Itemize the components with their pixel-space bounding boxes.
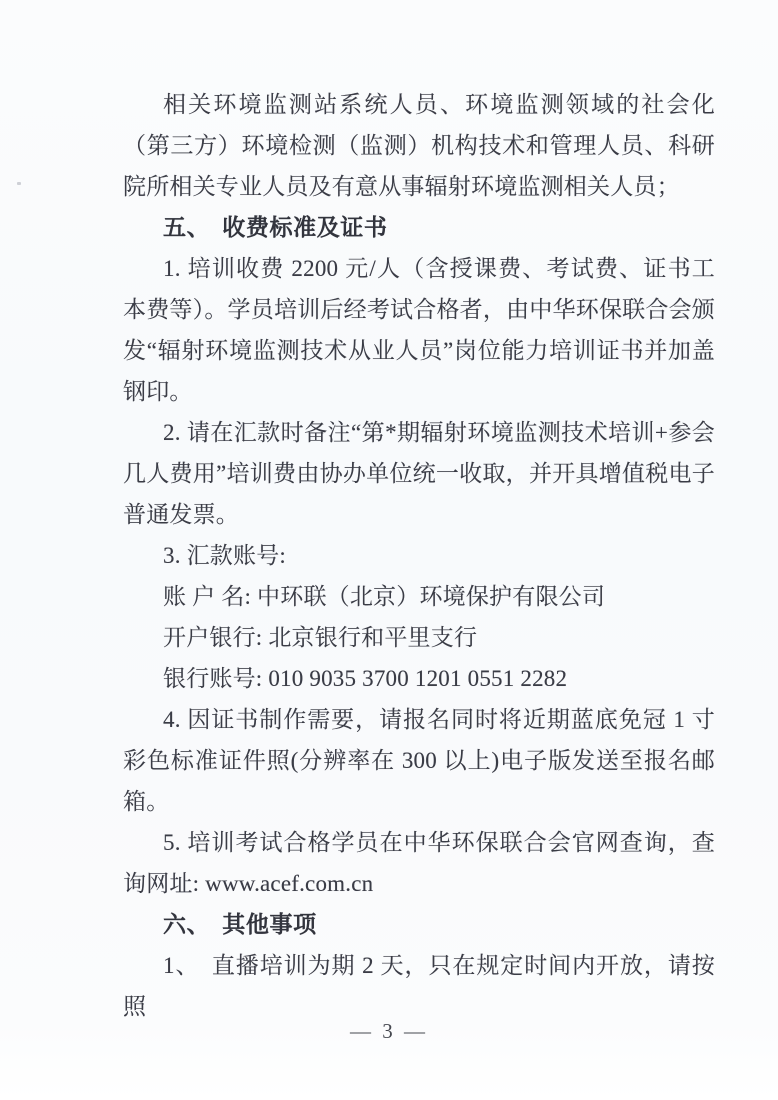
section-heading: 六、 其他事项 bbox=[163, 912, 317, 937]
scan-speck-artifact bbox=[17, 182, 21, 185]
page-number: — 3 — bbox=[350, 1019, 428, 1043]
paragraph: 账 户 名: 中环联（北京）环境保护有限公司 bbox=[163, 584, 606, 609]
paragraph: 相关环境监测站系统人员、环境监测领域的社会化（第三方）环境检测（监测）机构技术和管理人员、科研院所相关专业人员及有意从事辐射环境监测相关人员； bbox=[123, 92, 715, 199]
paragraph: 2. 请在汇款时备注“第*期辐射环境监测技术培训+参会几人费用”培训费由协办单位统一收取，并开具增值税电子普通发票。 bbox=[123, 420, 715, 527]
paragraph: 5. 培训考试合格学员在中华环保联合会官网查询，查询网址: www.acef.com.cn bbox=[123, 830, 715, 896]
paragraph: 1、 直播培训为期 2 天，只在规定时间内开放，请按照 bbox=[123, 953, 715, 1019]
document-body bbox=[123, 84, 715, 1027]
paragraph: 开户银行: 北京银行和平里支行 bbox=[163, 625, 478, 650]
section-heading: 五、 收费标准及证书 bbox=[163, 215, 388, 240]
paragraph: 4. 因证书制作需要，请报名同时将近期蓝底免冠 1 寸彩色标准证件照(分辨率在 300 以上)电子版发送至报名邮箱。 bbox=[123, 707, 715, 814]
paragraph: 3. 汇款账号: bbox=[163, 543, 286, 568]
paragraph: 1. 培训收费 2200 元/人（含授课费、考试费、证书工本费等）。学员培训后经考试合格者，由中华环保联合会颁发“辐射环境监测技术从业人员”岗位能力培训证书并加盖钢印。 bbox=[123, 256, 715, 404]
paragraph: 银行账号: 010 9035 3700 1201 0551 2282 bbox=[163, 666, 568, 691]
